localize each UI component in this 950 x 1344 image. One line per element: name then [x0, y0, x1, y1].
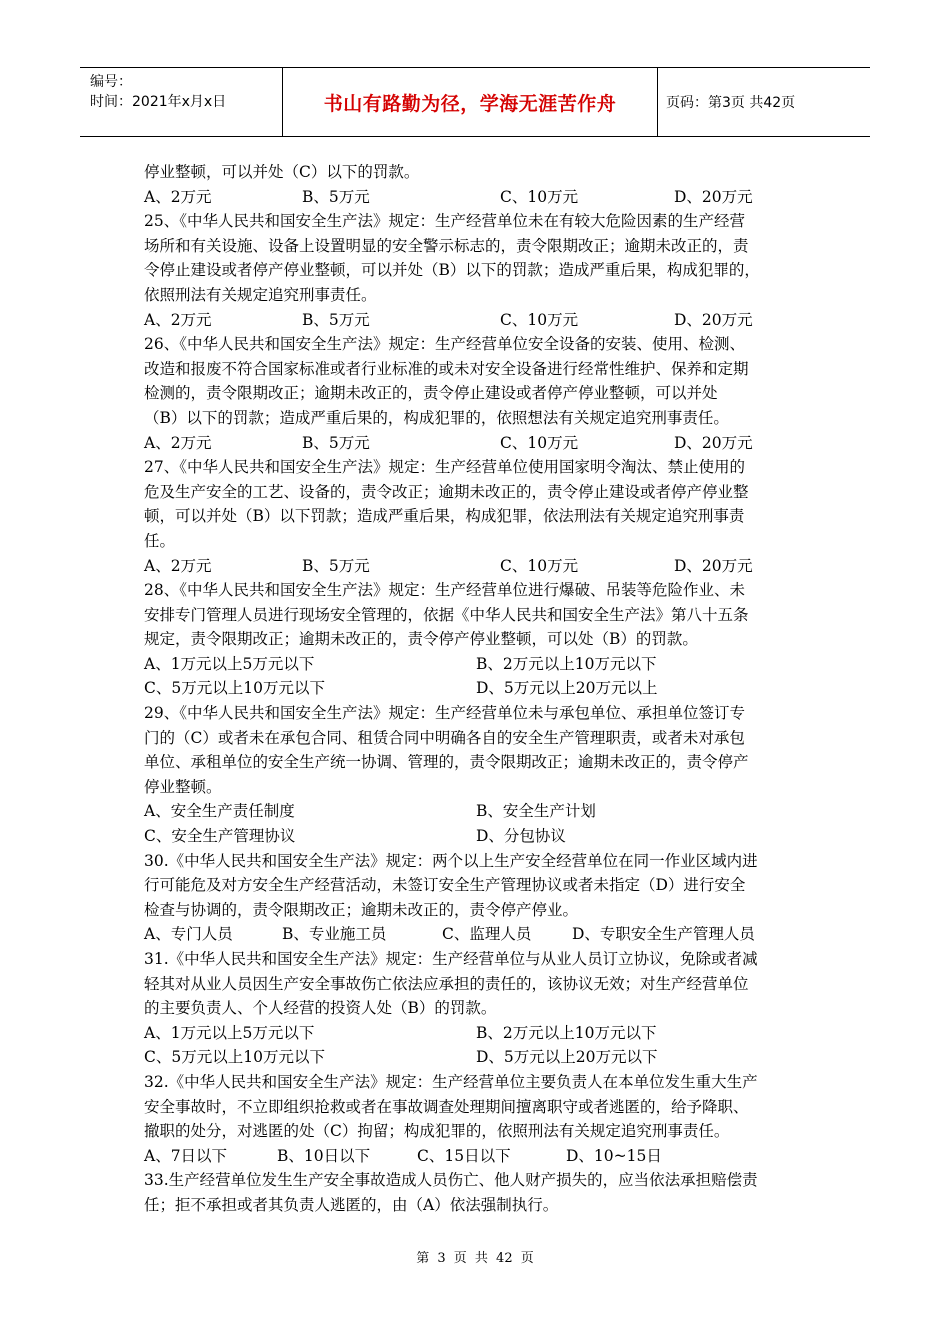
answer-option: D、20万元 — [674, 310, 753, 329]
text-line: 33.生产经营单位发生生产安全事故造成人员伤亡、他人财产损失的，应当依法承担赔偿责 — [144, 1171, 758, 1190]
page-header — [80, 67, 870, 137]
answer-option: C、10万元 — [500, 556, 579, 575]
answer-options — [144, 1021, 824, 1046]
answer-option: D、5万元以上20万元以下 — [476, 1048, 658, 1067]
header-meta — [80, 68, 283, 136]
answer-option: D、10~15日 — [566, 1146, 662, 1165]
answer-options — [144, 824, 824, 849]
text-line: 28、《中华人民共和国安全生产法》规定：生产经营单位进行爆破、吊装等危险作业、未 — [144, 581, 745, 600]
text-line: 30.《中华人民共和国安全生产法》规定：两个以上生产安全经营单位在同一作业区域内进 — [144, 851, 758, 870]
answer-option: C、15日以下 — [417, 1146, 511, 1165]
answer-option: A、2万元 — [144, 187, 212, 206]
answer-option: A、1万元以上5万元以下 — [144, 654, 315, 673]
answer-option: A、7日以下 — [144, 1146, 228, 1165]
answer-options — [144, 676, 824, 701]
text-line: 27、《中华人民共和国安全生产法》规定：生产经营单位使用国家明令淘汰、禁止使用的 — [144, 458, 745, 477]
text-line: （B）以下的罚款；造成严重后果的，构成犯罪的，依照想法有关规定追究刑事责任。 — [144, 408, 729, 427]
text-line: 安全事故时，不立即组织抢救或者在事故调查处理期间擅离职守或者逃匿的，给予降职、 — [144, 1097, 749, 1116]
answer-option: A、安全生产责任制度 — [144, 802, 295, 821]
answer-option: C、5万元以上10万元以下 — [144, 679, 325, 698]
header-motto: 书山有路勤为径，学海无涯苦作舟 — [283, 68, 658, 136]
text-line: 32.《中华人民共和国安全生产法》规定：生产经营单位主要负责人在本单位发生重大生产 — [144, 1072, 758, 1091]
answer-option: B、5万元 — [302, 187, 370, 206]
answer-option: C、5万元以上10万元以下 — [144, 1048, 325, 1067]
text-line: 顿，可以并处（B）以下罚款；造成严重后果，构成犯罪，依法刑法有关规定追究刑事责 — [144, 507, 745, 526]
answer-options — [144, 431, 824, 456]
text-line: 行可能危及对方安全生产经营活动，未签订安全生产管理协议或者未指定（D）进行安全 — [144, 876, 746, 895]
answer-options — [144, 652, 824, 677]
text-line: 任。 — [144, 531, 176, 550]
answer-option: B、专业施工员 — [282, 925, 387, 944]
text-line: 改造和报废不符合国家标准或者行业标准的或未对安全设备进行经常性维护、保养和定期 — [144, 359, 749, 378]
answer-option: B、5万元 — [302, 310, 370, 329]
answer-option: A、2万元 — [144, 310, 212, 329]
page-footer: 第 3 页 共 42 页 — [416, 1251, 534, 1266]
document-number-label: 编号： — [90, 74, 132, 90]
text-line: 检测的，责令限期改正；逾期未改正的，责令停止建设或者停产停业整顿，可以并处 — [144, 384, 718, 403]
text-line: 任；拒不承担或者其负责人逃匿的，由（A）依法强制执行。 — [144, 1195, 559, 1214]
answer-option: B、2万元以上10万元以下 — [476, 1023, 657, 1042]
answer-option: D、20万元 — [674, 187, 753, 206]
text-line: 26、《中华人民共和国安全生产法》规定：生产经营单位安全设备的安装、使用、检测、 — [144, 335, 745, 354]
answer-options — [144, 554, 824, 579]
answer-option: B、5万元 — [302, 433, 370, 452]
answer-option: D、专职安全生产管理人员 — [572, 925, 755, 944]
text-line: 依照刑法有关规定追究刑事责任。 — [144, 285, 377, 304]
text-line: 安排专门管理人员进行现场安全管理的，依据《中华人民共和国安全生产法》第八十五条 — [144, 605, 749, 624]
text-line: 25、《中华人民共和国安全生产法》规定：生产经营单位未在有较大危险因素的生产经营 — [144, 212, 745, 231]
text-line: 29、《中华人民共和国安全生产法》规定：生产经营单位未与承包单位、承担单位签订专 — [144, 704, 745, 723]
answer-option: C、10万元 — [500, 187, 579, 206]
answer-option: A、专门人员 — [144, 925, 233, 944]
header-page-info: 页码：第3页 共42页 — [666, 95, 796, 111]
text-line: 门的（C）或者未在承包合同、租赁合同中明确各自的安全生产管理职责，或者未对承包 — [144, 728, 745, 747]
answer-option: D、20万元 — [674, 433, 753, 452]
answer-options — [144, 1045, 824, 1070]
text-line: 的主要负责人、个人经营的投资人处（B）的罚款。 — [144, 999, 497, 1018]
answer-option: C、10万元 — [500, 310, 579, 329]
answer-options — [144, 308, 824, 333]
answer-option: C、10万元 — [500, 433, 579, 452]
text-line: 停业整顿。 — [144, 777, 222, 796]
text-line: 场所和有关设施、设备上设置明显的安全警示标志的，责令限期改正；逾期未改正的，责 — [144, 236, 749, 255]
text-line: 规定，责令限期改正；逾期未改正的，责令停产停业整顿，可以处（B）的罚款。 — [144, 630, 698, 649]
text-line: 停业整顿，可以并处（C）以下的罚款。 — [144, 163, 420, 181]
answer-option: A、2万元 — [144, 556, 212, 575]
answer-option: A、2万元 — [144, 433, 212, 452]
answer-option: B、10日以下 — [277, 1146, 371, 1165]
answer-options — [144, 799, 824, 824]
text-line: 单位、承租单位的安全生产统一协调、管理的，责令限期改正；逾期未改正的，责令停产 — [144, 753, 749, 772]
answer-option: B、安全生产计划 — [476, 802, 596, 821]
document-date: 时间：2021年x月x日 — [90, 94, 227, 110]
answer-option: D、20万元 — [674, 556, 753, 575]
text-line: 31.《中华人民共和国安全生产法》规定：生产经营单位与从业人员订立协议，免除或者减 — [144, 950, 758, 968]
text-line: 危及生产安全的工艺、设备的，责令改正；逾期未改正的，责令停止建设或者停产停业整 — [144, 482, 749, 501]
answer-options — [144, 185, 824, 210]
answer-option: A、1万元以上5万元以下 — [144, 1023, 315, 1042]
answer-option: D、5万元以上20万元以上 — [476, 679, 658, 698]
answer-option: B、2万元以上10万元以下 — [476, 654, 657, 673]
text-line: 撤职的处分，对逃匿的处（C）拘留；构成犯罪的，依照刑法有关规定追究刑事责任。 — [144, 1122, 730, 1141]
text-line: 检查与协调的，责令限期改正；逾期未改正的，责令停产停业。 — [144, 900, 579, 919]
text-line: 轻其对从业人员因生产安全事故伤亡依法应承担的责任的，该协议无效；对生产经营单位 — [144, 974, 749, 993]
answer-option: B、5万元 — [302, 556, 370, 575]
text-line: 令停止建设或者停产停业整顿，可以并处（B）以下的罚款；造成严重后果，构成犯罪的， — [144, 261, 760, 280]
answer-option: C、安全生产管理协议 — [144, 827, 296, 846]
answer-option: C、监理人员 — [442, 925, 532, 944]
answer-options — [144, 922, 824, 947]
answer-options — [144, 1144, 824, 1169]
answer-option: D、分包协议 — [476, 827, 566, 846]
document-body — [144, 160, 824, 1218]
